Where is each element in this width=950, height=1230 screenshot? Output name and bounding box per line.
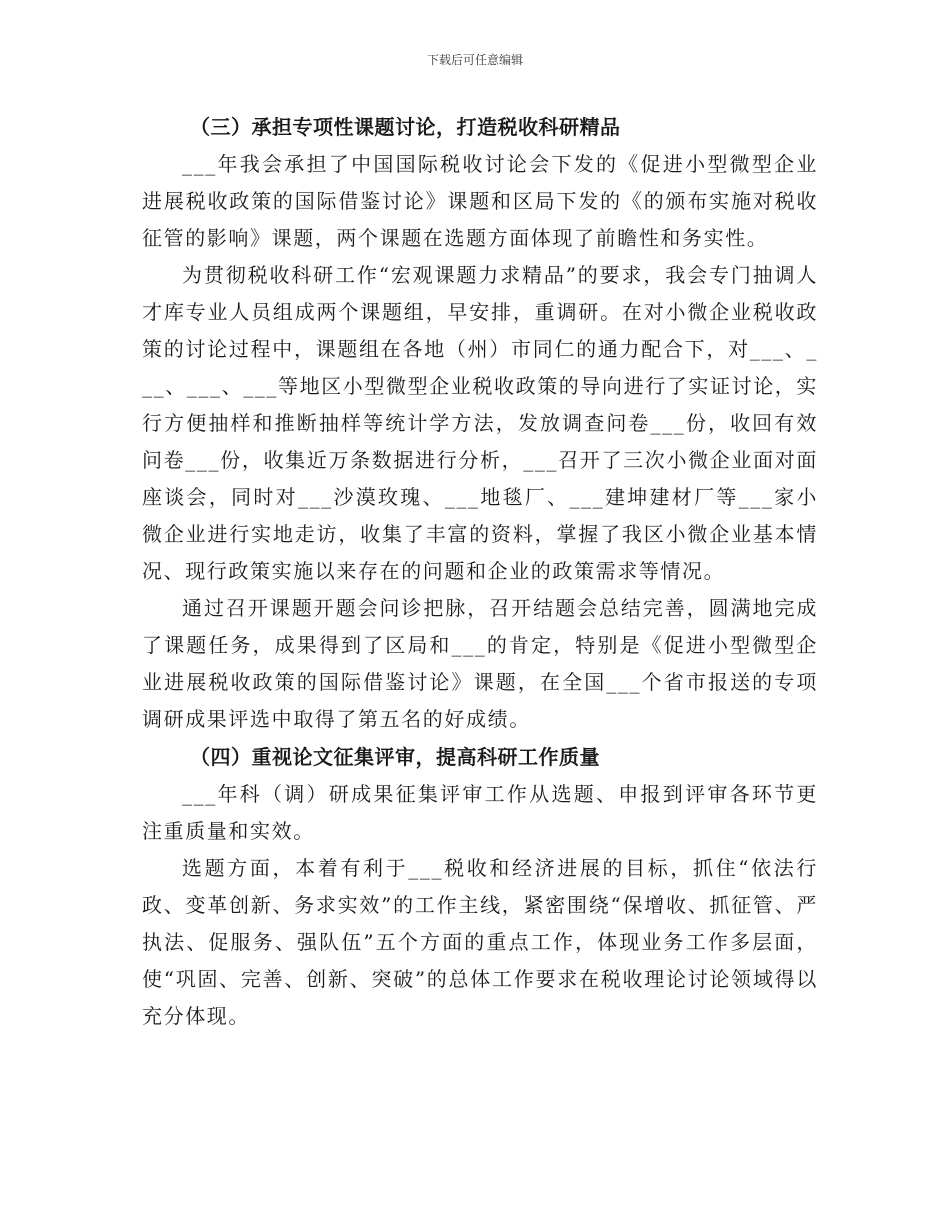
paragraph: 为贯彻税收科研工作“宏观课题力求精品”的要求，我会专门抽调人才库专业人员组成两个课题组，早安排，重调研。在对小微企业税收政策的讨论过程中，课题组在各地（州）市同仁的通力配合下，对___、___、___、___等地区小型微型企业税收政策的导向进行了实证讨论，实行方便抽样和推断抽样等统计学方法，发放调查问卷___份，收回有效问卷___份，收集近万条数据进行分析，___召开了三次小微企业面对面座谈会，同时对___沙漠玫瑰、___地毯厂、___建坤建材厂等___家小微企业进行实地走访，收集了丰富的资料，掌握了我区小微企业基本情况、现行政策实施以来存在的问题和企业的政策需求等情况。	[142, 263, 818, 583]
paragraph: ___年我会承担了中国国际税收讨论会下发的《促进小型微型企业进展税收政策的国际借鉴讨论》课题和区局下发的《的颁布实施对税收征管的影响》课题，两个课题在选题方面体现了前瞻性和务实性。	[142, 152, 818, 250]
section-heading: （三）承担专项性课题讨论，打造税收科研精品	[190, 115, 621, 139]
paragraph: ___年科（调）研成果征集评审工作从选题、申报到评审各环节更注重质量和实效。	[142, 782, 818, 843]
paragraph: 选题方面，本着有利于___税收和经济进展的目标，抓住“依法行政、变革创新、务求实效”的工作主线，紧密围绕“保增收、抓征管、严执法、促服务、强队伍”五个方面的重点工作，体现业务工作多层面，使“巩固、完善、创新、突破”的总体工作要求在税收理论讨论领域得以充分体现。	[142, 856, 818, 1028]
paragraph: 通过召开课题开题会问诊把脉，召开结题会总结完善，圆满地完成了课题任务，成果得到了区局和___的肯定，特别是《促进小型微型企业进展税收政策的国际借鉴讨论》课题，在全国___个省市报送的专项调研成果评选中取得了第五名的好成绩。	[142, 596, 818, 731]
page-header: 下载后可任意编辑	[426, 53, 523, 67]
section-heading: （四）重视论文征集评审，提高科研工作质量	[190, 745, 600, 769]
document-body	[142, 108, 818, 1035]
